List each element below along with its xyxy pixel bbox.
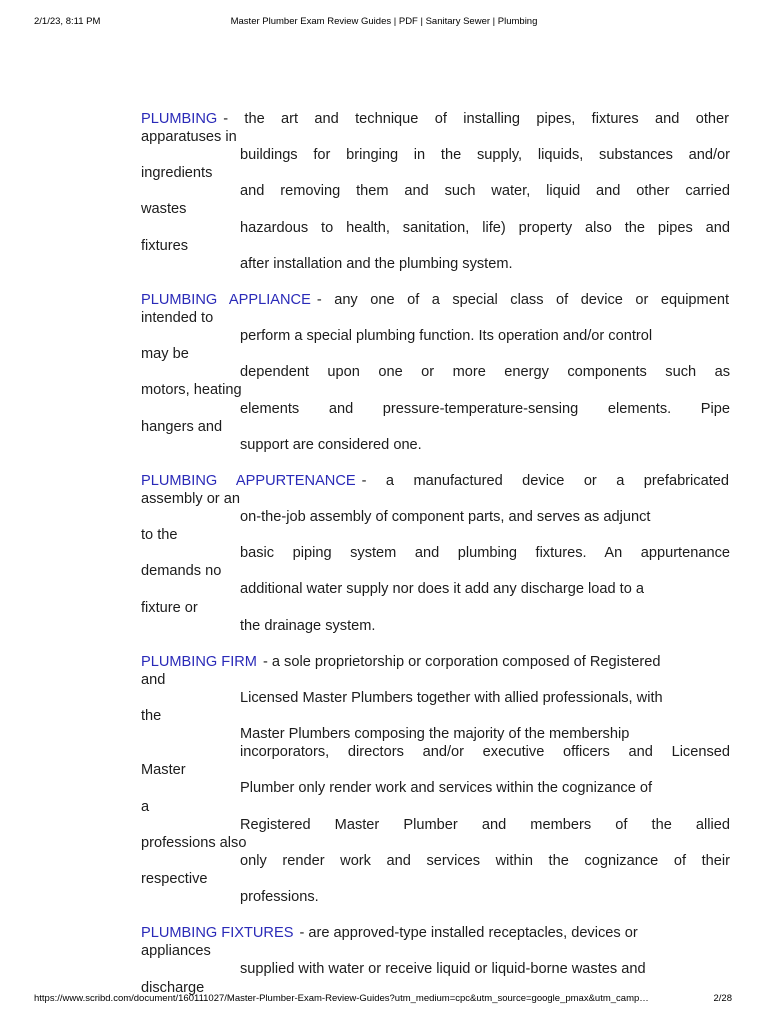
definition-first-line [141,291,729,309]
definition-line: professions. [240,889,319,906]
definition-term: PLUMBING FIXTURES [141,925,294,942]
definition-line: and removing them and such water, liquid and other carried [240,183,730,200]
definition-line: a [141,798,150,815]
definition-line: intended to [141,310,214,327]
definition-line: Master Plumbers composing the majority of the membership [240,726,630,743]
definition-text: - a sole proprietorship or corporation composed of Registered [262,653,661,670]
definition-line: ingredients [141,165,213,182]
definition-line: fixtures [141,237,189,254]
definition-line: buildings for bringing in the supply, liquids, substances and/or [240,147,730,164]
definition-line: Master [141,762,186,779]
definition-line: elements and pressure-temperature-sensing elements. Pipe [240,400,730,417]
definition-line: support are considered one. [240,436,422,453]
definition-line: hazardous to health, sanitation, life) property also the pipes and [240,219,730,236]
definition-first-line [141,472,729,490]
document-body [141,110,733,996]
definition-line: and [141,671,166,688]
print-page-title: Master Plumber Exam Review Guides | PDF | Sanitary Sewer | Plumbing [230,16,538,27]
definition-entry [141,472,733,635]
definition-line: Registered Master Plumber and members of the allied [240,816,730,833]
definition-line: supplied with water or receive liquid or liquid-borne wastes and [240,961,646,978]
definition-line: respective [141,870,208,887]
definition-first-line [141,653,733,671]
definition-term: PLUMBING FIRM [141,653,257,670]
definition-first-line [141,110,729,128]
print-datetime: 2/1/23, 8:11 PM [34,16,101,27]
definition-entry [141,924,733,996]
definition-line: assembly or an [141,490,240,507]
definition-line: dependent upon one or more energy components such as [240,364,730,381]
definition-line: appliances [141,943,211,960]
definition-line: motors, heating [141,382,242,399]
definition-text: - the art and technique of installing pipes, fixtures and other [223,111,729,127]
definition-term: PLUMBING [141,111,218,127]
print-url: https://www.scribd.com/document/160111027/Master-Plumber-Exam-Review-Guides?utm_medium=cpc&utm_source=google_pmax&utm_camp… [34,993,649,1004]
definition-line: the [141,708,162,725]
definition-term: PLUMBING APPLIANCE [141,291,311,308]
definition-line: additional water supply nor does it add any discharge load to a [240,581,645,598]
definition-line: Licensed Master Plumbers together with allied professionals, with [240,690,663,706]
definition-text: - any one of a special class of device or equipment [316,291,729,308]
definition-line: demands no [141,563,222,580]
definition-line: basic piping system and plumbing fixtures. An appurtenance [240,545,730,562]
definition-line: apparatuses in [141,129,237,146]
definition-line: Plumber only render work and services within the cognizance of [240,780,653,797]
definition-text: - are approved-type installed receptacles, devices or [299,925,638,942]
definition-line: only render work and services within the cognizance of their [240,852,730,869]
definition-line: hangers and [141,418,223,435]
definition-line: incorporators, directors and/or executive officers and Licensed [240,744,730,761]
print-header [0,16,768,30]
definition-entry [141,653,733,906]
definition-term: PLUMBING APPURTENANCE [141,472,356,489]
definition-line: after installation and the plumbing system. [240,255,513,272]
definition-entry [141,291,733,454]
page-number: 2/28 [713,993,732,1004]
definition-entry [141,110,733,273]
definition-line: professions also [141,834,247,851]
definition-line: may be [141,346,189,363]
definition-first-line [141,924,733,942]
definition-line: the drainage system. [240,617,376,634]
definition-line: on-the-job assembly of component parts, and serves as adjunct [240,509,651,526]
definition-line: wastes [141,201,187,218]
definition-line: discharge [141,979,205,996]
definition-text: - a manufactured device or a prefabricated [361,472,729,489]
definition-line: to the [141,527,178,544]
print-footer [0,993,768,1007]
definition-line: perform a special plumbing function. Its operation and/or control [240,328,653,345]
definition-line: fixture or [141,599,198,616]
